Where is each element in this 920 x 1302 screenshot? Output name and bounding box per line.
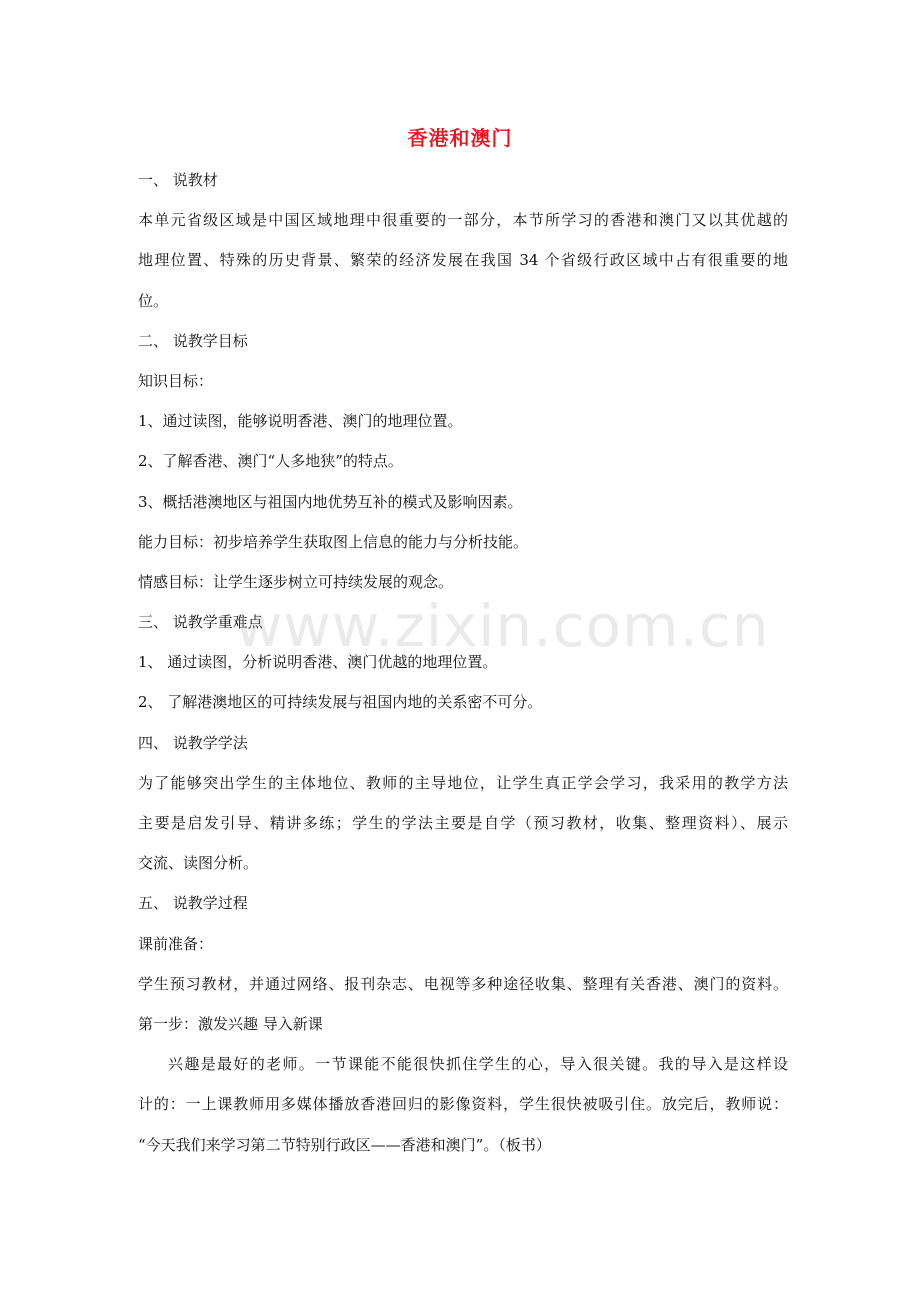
paragraph-line: 本单元省级区域是中国区域地理中很重要的一部分，本节所学习的香港和澳门又以其优越的	[138, 211, 788, 230]
section-heading-4: 四、 说教学学法	[138, 733, 248, 752]
ability-goal: 能力目标：初步培养学生获取图上信息的能力与分析技能。	[138, 532, 529, 551]
section-heading-3: 三、 说教学重难点	[138, 613, 263, 632]
section-heading-5: 五、 说教学过程	[138, 894, 248, 913]
emotion-goal: 情感目标：让学生逐步树立可持续发展的观念。	[138, 572, 454, 591]
paragraph-line: 地理位置、特殊的历史背景、繁荣的经济发展在我国 34 个省级行政区域中占有很重要的地	[138, 251, 788, 270]
paragraph-line: 位。	[138, 291, 169, 310]
paragraph-line: 主要是启发引导、精讲多练；学生的学法主要是自学（预习教材，收集、整理资料）、展示	[138, 814, 788, 832]
list-item: 3、概括港澳地区与祖国内地优势互补的模式及影响因素。	[138, 492, 523, 511]
paragraph-line: 计的：一上课教师用多媒体播放香港回归的影像资料，学生很快被吸引住。放完后，教师说：	[138, 1095, 788, 1114]
paragraph-line: 兴趣是最好的老师。一节课能不能很快抓住学生的心，导入很关键。我的导入是这样设	[168, 1055, 788, 1074]
paragraph-line: “今天我们来学习第二节特别行政区——香港和澳门”。（板书）	[138, 1135, 551, 1154]
list-item: 2、了解香港、澳门“人多地狭”的特点。	[138, 452, 403, 471]
section-heading-2: 二、 说教学目标	[138, 331, 248, 350]
list-item: 1、 通过读图，分析说明香港、澳门优越的地理位置。	[138, 653, 498, 672]
paragraph-line: 交流、读图分析。	[138, 854, 259, 873]
section-heading-1: 一、 说教材	[138, 171, 218, 189]
step-heading: 第一步：激发兴趣 导入新课	[138, 1014, 323, 1033]
subheading-knowledge-goal: 知识目标：	[138, 371, 214, 390]
watermark: www.zixin.com.cn	[235, 592, 770, 660]
document-body	[138, 168, 788, 1173]
list-item: 1、通过读图，能够说明香港、澳门的地理位置。	[138, 412, 463, 431]
list-item: 2、 了解港澳地区的可持续发展与祖国内地的关系密不可分。	[138, 693, 543, 712]
subheading-preparation: 课前准备：	[138, 934, 214, 953]
paragraph-line: 学生预习教材，并通过网络、报刊杂志、电视等多种途径收集、整理有关香港、澳门的资料。	[138, 974, 788, 993]
document-title: 香港和澳门	[407, 126, 513, 150]
paragraph-line: 为了能够突出学生的主体地位、教师的主导地位，让学生真正学会学习，我采用的教学方法	[138, 773, 788, 792]
